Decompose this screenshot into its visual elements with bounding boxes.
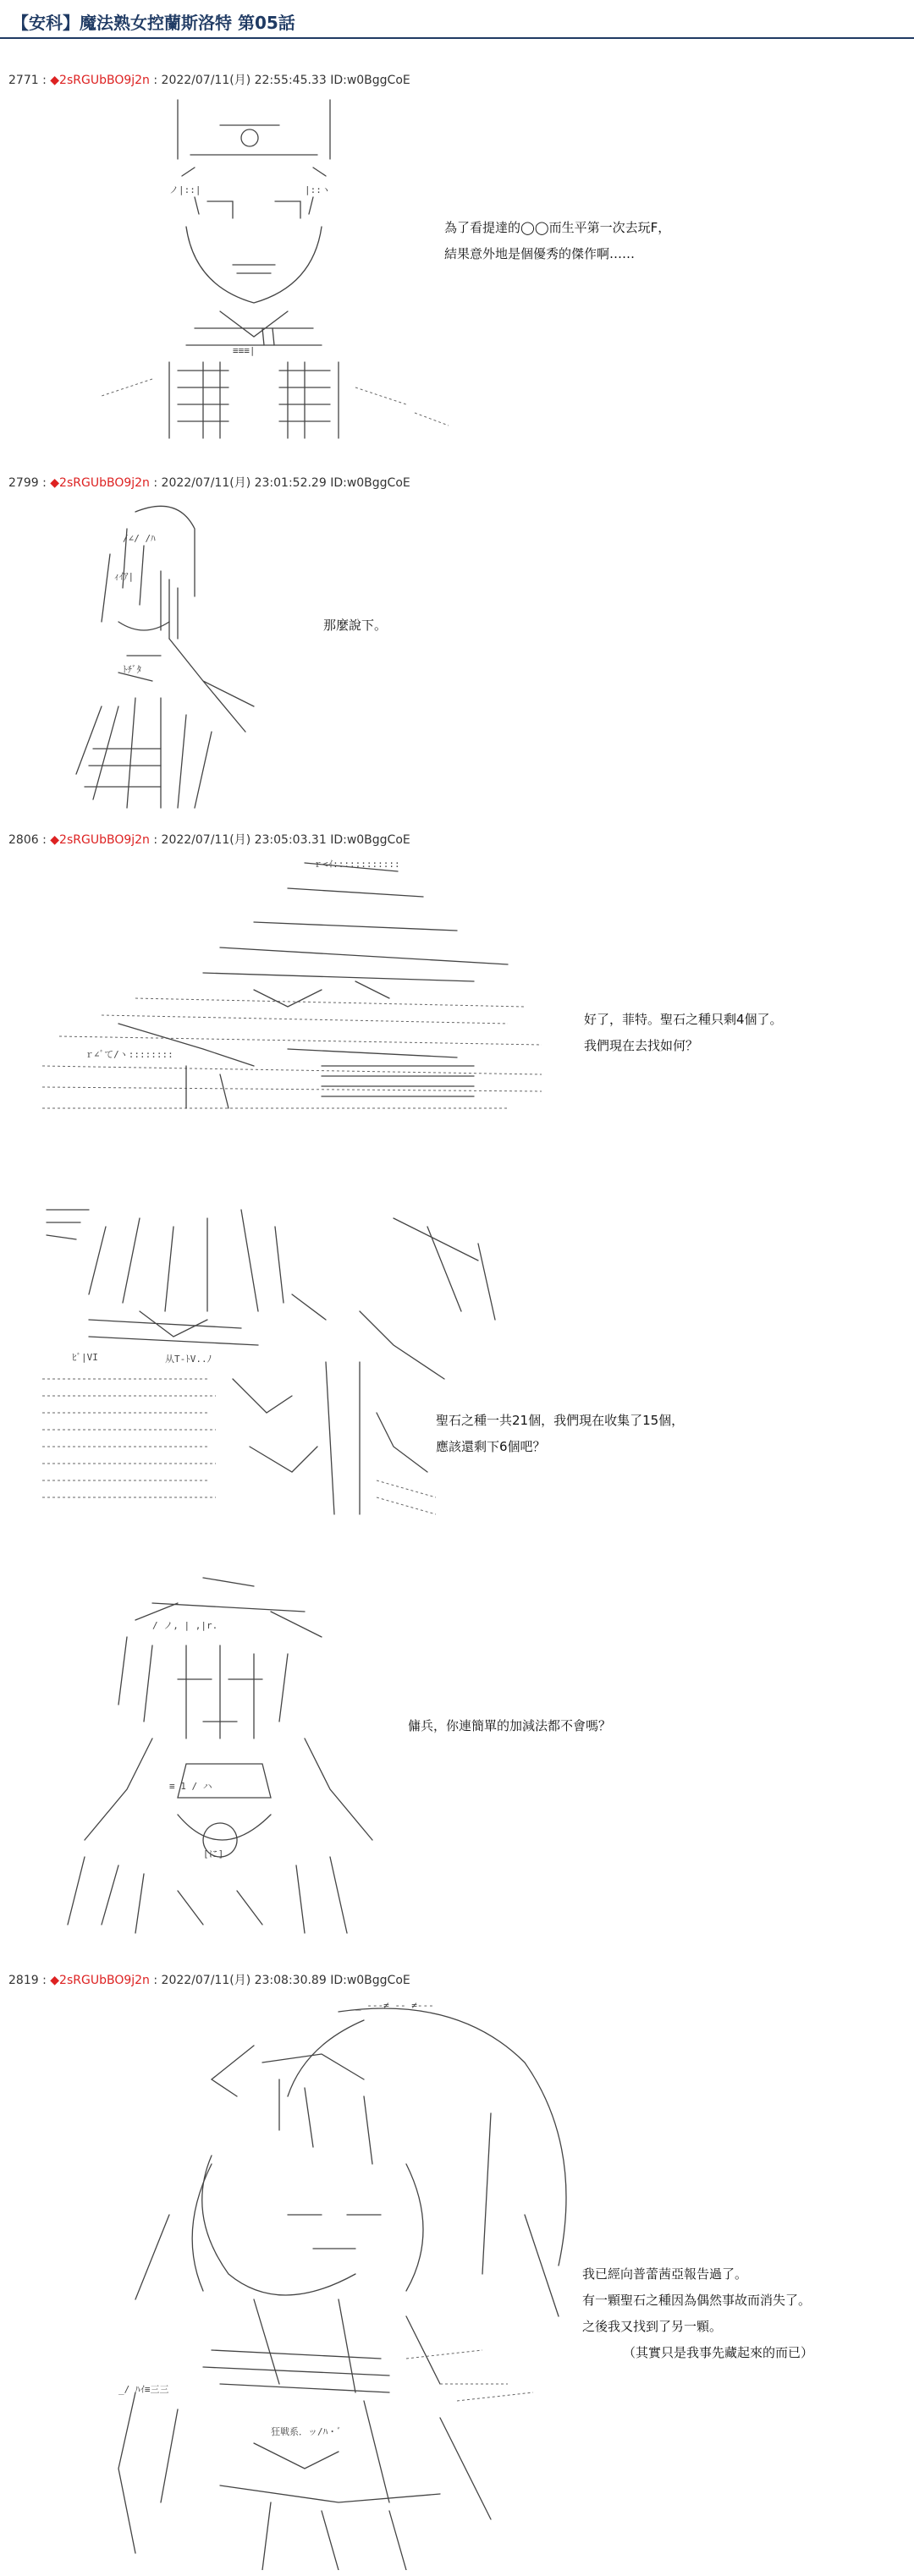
dialog-line: 之後我又找到了另一顆。 xyxy=(582,2319,723,2334)
svg-text:狂戦系．ッ/ﾊ・ﾞ: 狂戦系．ッ/ﾊ・ﾞ xyxy=(271,2426,342,2437)
ascii-art-long-haired-mage xyxy=(85,1995,609,2570)
post-datetime-id: : 2022/07/11(月) 23:08:30.89 ID:w0BggCoE xyxy=(149,1974,410,1987)
svg-text:/∠/ /ﾊ: /∠/ /ﾊ xyxy=(123,533,156,544)
ascii-art-armored-figure xyxy=(51,91,491,447)
post-datetime-id: : 2022/07/11(月) 23:01:52.29 ID:w0BggCoE xyxy=(149,476,410,490)
dialog-line: 為了看提達的◯◯而生平第一次去玩F， xyxy=(444,220,671,235)
svg-text:/ ノ, | ,|r.: / ノ, | ,|r. xyxy=(152,1620,218,1631)
svg-text:_/ ﾊｲ≡三三: _/ ﾊｲ≡三三 xyxy=(118,2384,169,2395)
dialog-line: 我已經向普蕾茜亞報告過了。 xyxy=(582,2266,748,2282)
post-datetime-id: : 2022/07/11(月) 23:05:03.31 ID:w0BggCoE xyxy=(149,833,410,847)
dialog-block xyxy=(323,612,387,639)
dialog-block xyxy=(444,215,670,267)
post-trip: 2sRGUbBO9j2n xyxy=(59,74,150,87)
dialog-block xyxy=(436,1408,684,1460)
svg-text:ﾄﾁﾞﾀ: ﾄﾁﾞﾀ xyxy=(123,664,141,675)
dialog-line: 我們現在去找如何？ xyxy=(584,1038,699,1053)
dialog-line: 結果意外地是個優秀的傑作啊…… xyxy=(444,246,636,261)
svg-text:ﾋﾞ|VI: ﾋﾞ|VI xyxy=(72,1352,98,1363)
svg-text:ｒ<ｲ::::::::::::: ｒ<ｲ:::::::::::: xyxy=(313,859,400,870)
svg-text:ｒ∠ﾞて/ヽ::::::::: ｒ∠ﾞて/ヽ:::::::: xyxy=(85,1049,173,1060)
trip-diamond-icon: ◆ xyxy=(50,1974,60,1987)
ascii-art-spiky-hair-character xyxy=(38,1193,512,1531)
ascii-art-girl-with-crossed-arms xyxy=(51,1569,389,1942)
svg-text:ノ|::|: ノ|::| xyxy=(169,184,201,195)
dialog-line: 應該還剩下6個吧？ xyxy=(436,1439,546,1454)
dialog-block xyxy=(408,1713,611,1739)
dialog-line: 傭兵，你連簡單的加減法都不會嗎？ xyxy=(408,1718,612,1733)
post-number: 2819 xyxy=(8,1974,39,1987)
dialog-block xyxy=(584,1007,783,1059)
ascii-art-character-with-hat xyxy=(34,854,559,1125)
post-datetime-id: : 2022/07/11(月) 22:55:45.33 ID:w0BggCoE xyxy=(149,74,410,87)
dialog-line: 有一顆聖石之種因為偶然事故而消失了。 xyxy=(582,2293,812,2308)
trip-diamond-icon: ◆ xyxy=(50,833,60,847)
dialog-line: 那麼說下。 xyxy=(323,618,388,633)
post-number: 2806 xyxy=(8,833,39,847)
svg-text:≡≡≡|: ≡≡≡| xyxy=(233,345,256,356)
svg-text:_ ---≠ -- ≠---: _ ---≠ -- ≠--- xyxy=(355,2000,434,2011)
post-number: 2799 xyxy=(8,476,39,490)
dialog-block xyxy=(582,2261,813,2366)
dialog-line: （其實只是我事先藏起來的而已） xyxy=(623,2345,814,2360)
post-header: 2819 : ◆2sRGUbBO9j2n : 2022/07/11(月) 23:08:30.89 ID:w0BggCoE xyxy=(8,1974,410,1987)
trip-diamond-icon: ◆ xyxy=(50,476,60,490)
dialog-line: 好了，菲特。聖石之種只剩4個了。 xyxy=(584,1012,783,1027)
post-trip: 2sRGUbBO9j2n xyxy=(59,476,150,490)
svg-text:从T-ﾄV..ﾉ: 从T-ﾄV..ﾉ xyxy=(165,1354,212,1365)
trip-diamond-icon: ◆ xyxy=(50,74,60,87)
post-trip: 2sRGUbBO9j2n xyxy=(59,1974,150,1987)
thread-title-bar xyxy=(0,0,914,39)
svg-text:ｨｲｱ|: ｨｲｱ| xyxy=(114,571,135,582)
svg-text:≡ 1 / ハ: ≡ 1 / ハ xyxy=(169,1781,212,1792)
post-header: 2771 : ◆2sRGUbBO9j2n : 2022/07/11(月) 22:55:45.33 ID:w0BggCoE xyxy=(8,74,410,87)
svg-text:|::ヽ: |::ヽ xyxy=(305,184,331,195)
post-header: 2806 : ◆2sRGUbBO9j2n : 2022/07/11(月) 23:05:03.31 ID:w0BggCoE xyxy=(8,833,410,847)
dialog-line: 聖石之種一共21個，我們現在收集了15個， xyxy=(436,1413,685,1428)
thread-title: 【安科】魔法熟女控蘭斯洛特 第05話 xyxy=(12,13,295,33)
post-trip: 2sRGUbBO9j2n xyxy=(59,833,150,847)
post-header: 2799 : ◆2sRGUbBO9j2n : 2022/07/11(月) 23:01:52.29 ID:w0BggCoE xyxy=(8,476,410,490)
svg-text:[に]: [に] xyxy=(203,1848,224,1859)
post-number: 2771 xyxy=(8,74,39,87)
ascii-art-girl-side-view xyxy=(42,495,313,816)
